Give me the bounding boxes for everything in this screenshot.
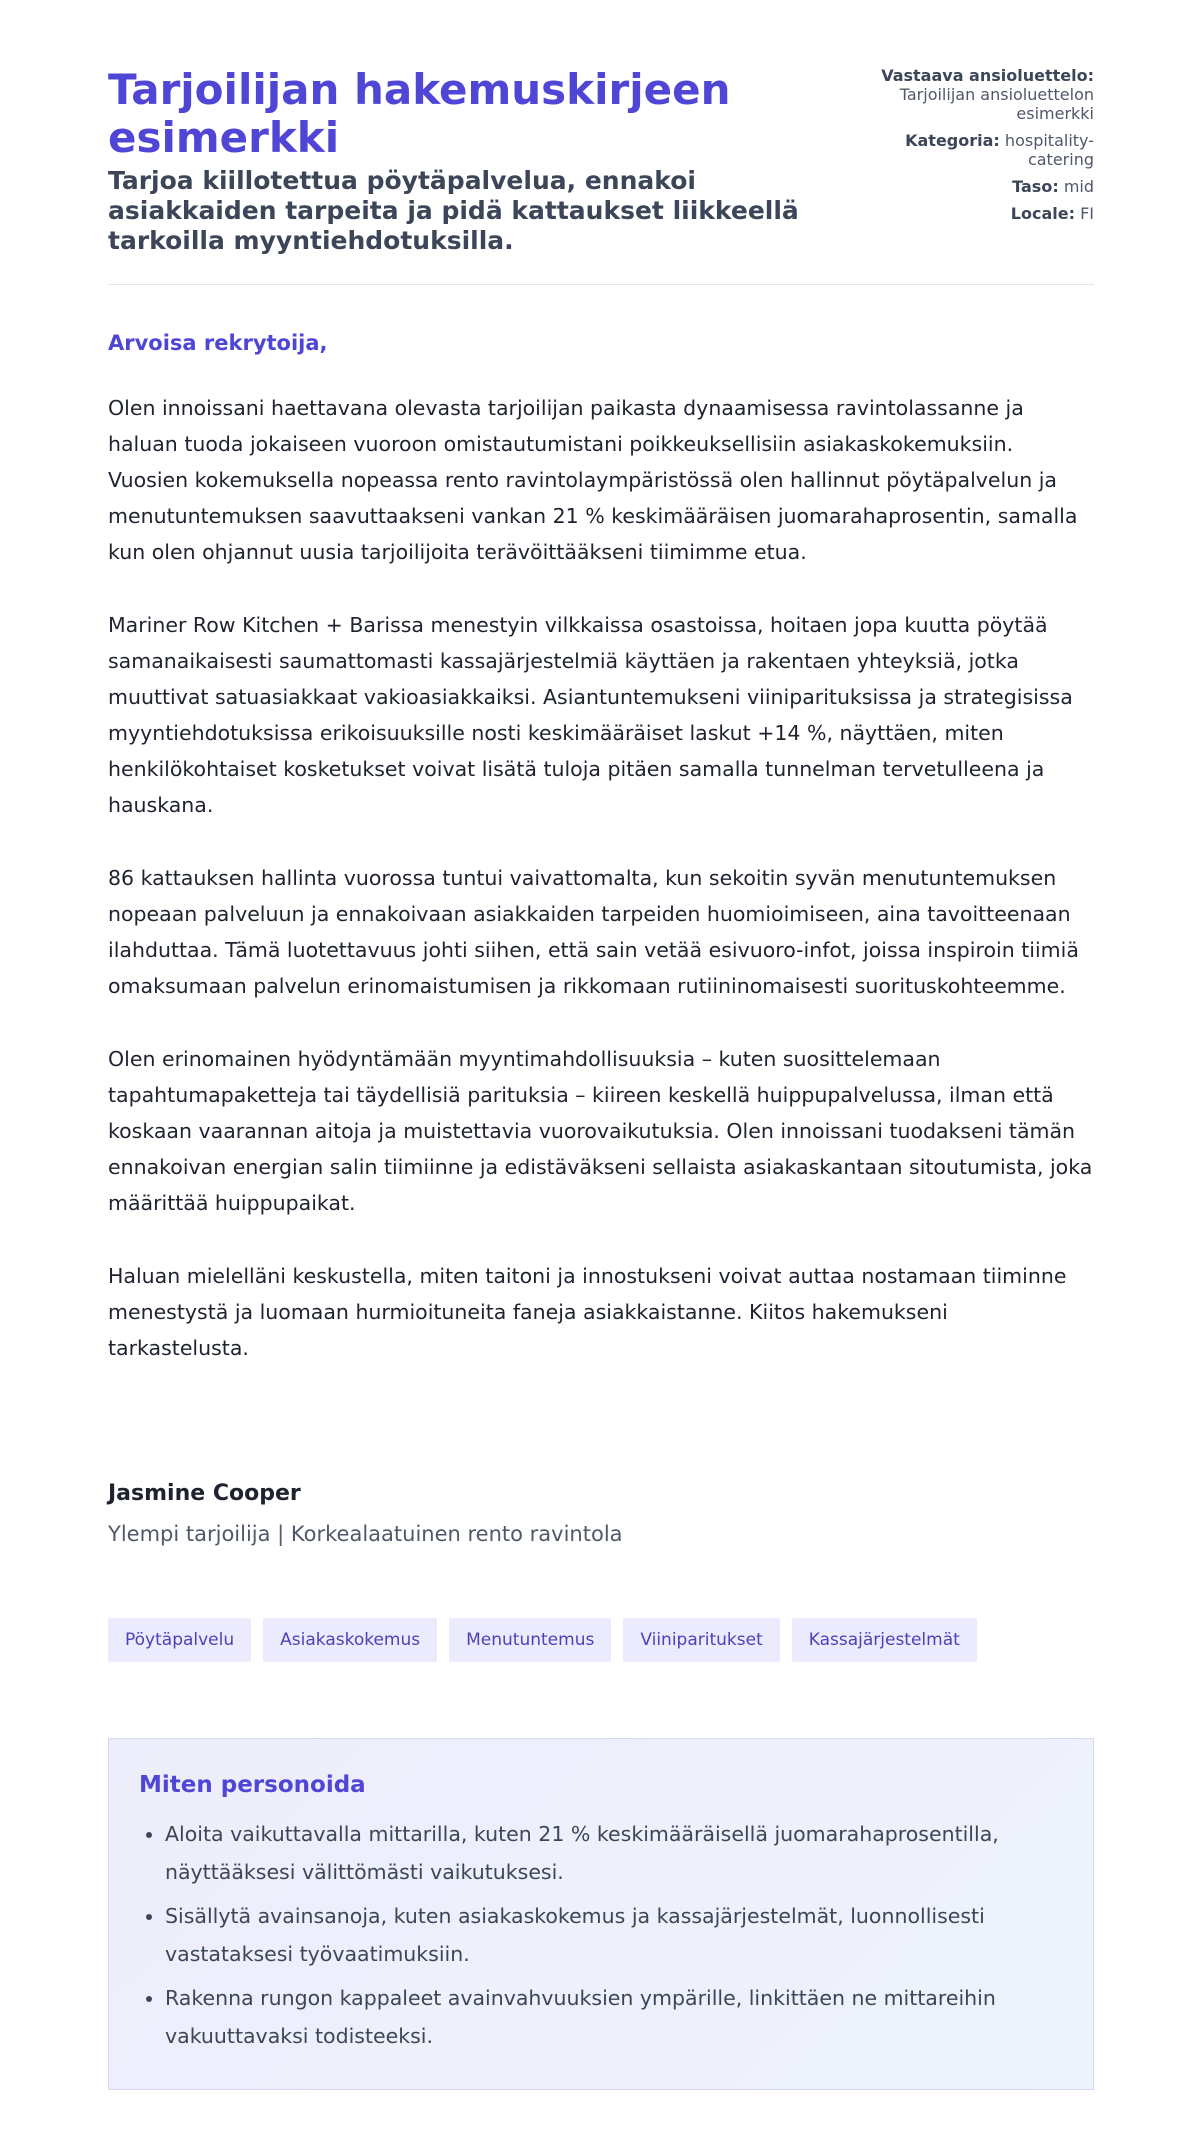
skill-tag: Kassajärjestelmät xyxy=(792,1618,977,1662)
letter-body xyxy=(108,328,1094,1403)
header-divider xyxy=(108,284,1094,285)
letter-paragraph: Olen erinomainen hyödyntämään myyntimahdollisuuksia – kuten suosittelemaan tapahtumapaketteja tai täydellisiä parituksia – kiireen keskellä huippupalvelussa, ilman että koskaan vaarannan aitoja ja muistettavia vuorovaikutuksia. Olen innoissani tuodakseni tämän ennakoivan energian salin tiimiinne ja edistäväkseni sellaista asiakaskantaan sitoutumista, joka määrittää huippupaikat. xyxy=(108,1047,1093,1215)
meta-category-label: Kategoria: xyxy=(905,131,1000,150)
skill-tag: Asiakaskokemus xyxy=(263,1618,437,1662)
meta-locale-label: Locale: xyxy=(1010,204,1075,223)
meta-level-label: Taso: xyxy=(1012,177,1059,196)
meta-locale-value: FI xyxy=(1080,204,1094,223)
meta-level-value: mid xyxy=(1063,177,1094,196)
signature-role: Ylempi tarjoilija | Korkealaatuinen rento ravintola xyxy=(108,1522,623,1546)
letter-greeting: Arvoisa rekrytoija, xyxy=(108,331,328,355)
page-title: Tarjoilijan hakemuskirjeen esimerkki xyxy=(108,65,731,162)
meta-resume xyxy=(854,66,1094,123)
letter-paragraph: Olen innoissani haettavana olevasta tarjoilijan paikasta dynaamisessa ravintolassanne ja haluan tuoda jokaiseen vuoroon omistautumistani poikkeuksellisiin asiakaskokemuksiin. Vuosien kokemuksella nopeassa rento ravintolaympäristössä olen hallinnut pöytäpalvelun ja menutuntemuksen saavuttaakseni vankan 21 % keskimääräisen juomarahaprosentin, samalla kun olen ohjannut uusia tarjoilijoita terävöittääkseni tiimimme etua. xyxy=(108,396,1078,564)
meta-resume-label: Vastaava ansioluettelo: xyxy=(881,66,1094,85)
tip-item: • Aloita vaikuttavalla mittarilla, kuten 21 % keskimääräisellä juomarahaprosentilla, näyttääksesi välittömästi vaikutuksesi. xyxy=(165,1815,1063,1891)
meta-locale xyxy=(854,204,1094,223)
skill-tag: Pöytäpalvelu xyxy=(108,1618,251,1662)
letter-paragraph: 86 kattauksen hallinta vuorossa tuntui vaivattomalta, kun sekoitin syvän menutuntemuksen nopeaan palveluun ja ennakoivaan asiakkaiden tarpeiden huomioimiseen, aina tavoitteenaan ilahduttaa. Tämä luotettavuus johti siihen, että sain vetää esivuoro-infot, joissa inspiroin tiimiä omaksumaan palvelun erinomaistumisen ja rikkomaan rutiininomaisesti suorituskohteemme. xyxy=(108,866,1079,998)
meta-category-value: hospitality-catering xyxy=(1004,131,1094,169)
header xyxy=(108,66,1094,256)
signature-name: Jasmine Cooper xyxy=(108,1481,301,1506)
page-subtitle: Tarjoa kiillotettua pöytäpalvelua, ennakoi asiakkaiden tarpeita ja pidä kattaukset liikkeellä tarkoilla myyntiehdotuksilla. xyxy=(108,166,799,255)
letter-paragraph: Haluan mielelläni keskustella, miten taitoni ja innostukseni voivat auttaa nostamaan tiiminne menestystä ja luomaan hurmioituneita faneja asiakkaistanne. Kiitos hakemukseni tarkastelusta. xyxy=(108,1264,1067,1360)
skill-tag: Viiniparitukset xyxy=(623,1618,779,1662)
skill-tag: Menutuntemus xyxy=(449,1618,611,1662)
signature xyxy=(108,1478,1094,1550)
skill-tags xyxy=(108,1618,977,1662)
tip-item: • Rakenna rungon kappaleet avainvahvuuksien ympärille, linkittäen ne mittareihin vakuuttavaksi todisteeksi. xyxy=(165,1979,1063,2055)
meta-category xyxy=(854,131,1094,169)
meta-resume-value: Tarjoilijan ansioluettelon esimerkki xyxy=(899,85,1094,123)
letter-paragraph: Mariner Row Kitchen + Barissa menestyin vilkkaissa osastoissa, hoitaen jopa kuutta pöytää samanaikaisesti saumattomasti kassajärjestelmiä käyttäen ja rakentaen yhteyksiä, jotka muuttivat satuasiakkaat vakioasiakkaiksi. Asiantuntemukseni viiniparituksissa ja strategisissa myyntiehdotuksissa erikoisuuksille nosti keskimääräiset laskut +14 %, näyttäen, miten henkilökohtaiset kosketukset voivat lisätä tuloja pitäen samalla tunnelman tervetulleena ja hauskana. xyxy=(108,613,1073,817)
tip-item: • Sisällytä avainsanoja, kuten asiakaskokemus ja kassajärjestelmät, luonnollisesti vastataksesi työvaatimuksiin. xyxy=(165,1897,1063,1973)
tips-list xyxy=(139,1815,1063,2055)
tips-title: Miten personoida xyxy=(139,1772,366,1798)
meta-panel xyxy=(854,66,1094,231)
personalization-tips xyxy=(108,1738,1094,2090)
meta-level xyxy=(854,177,1094,196)
